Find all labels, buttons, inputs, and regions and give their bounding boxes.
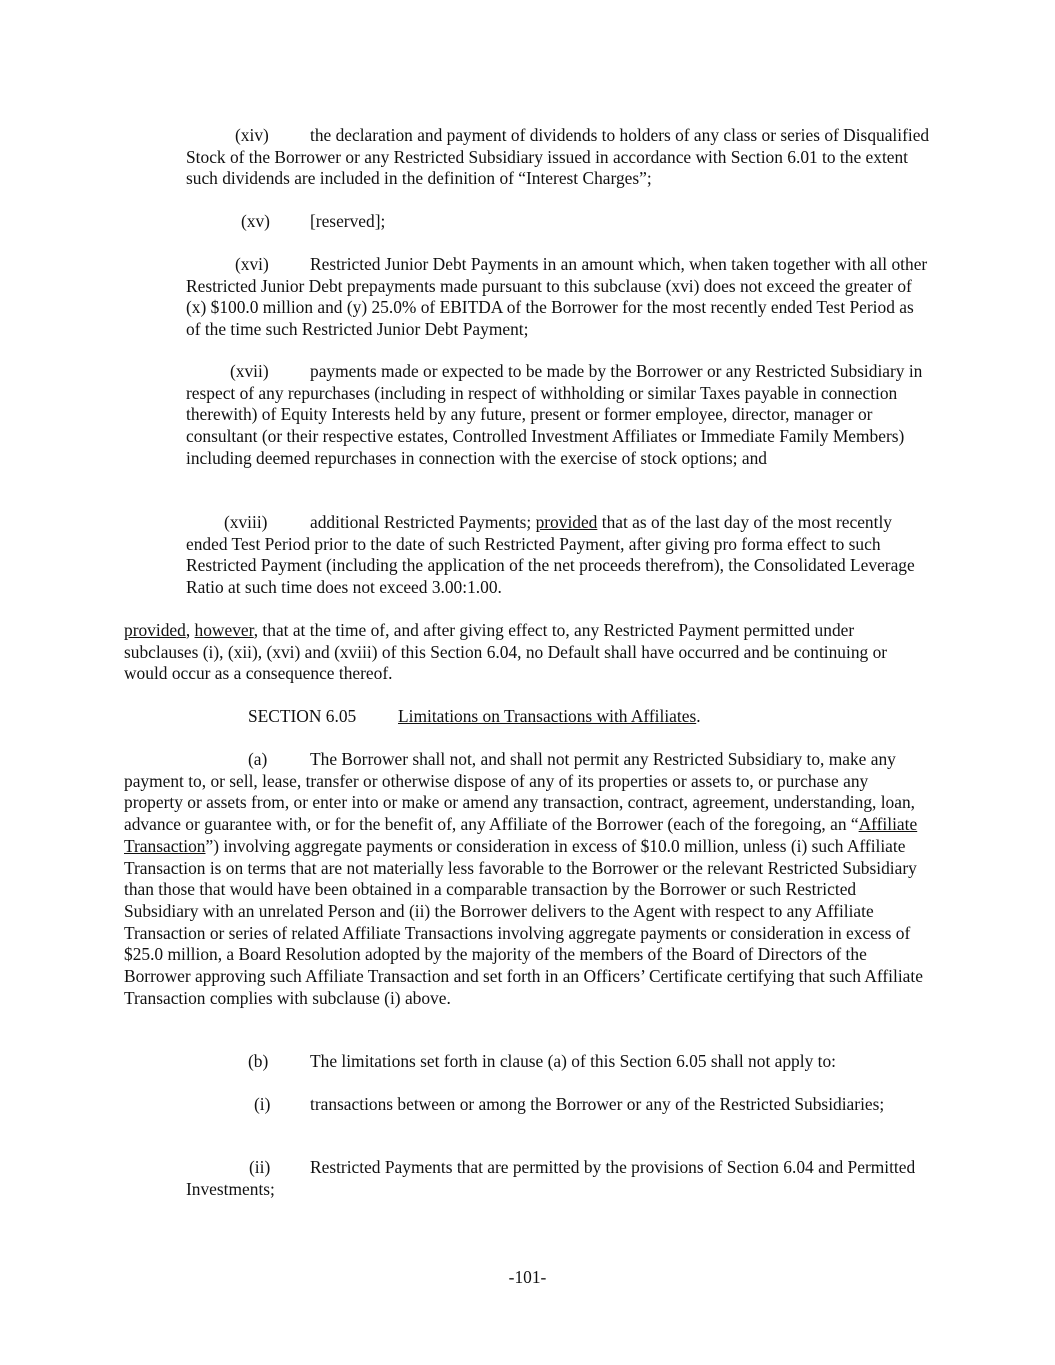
subclause-i [186,1094,931,1116]
clause-number: (xvii) [230,361,269,381]
proviso-paragraph [124,620,931,685]
paragraph-b [124,1051,931,1073]
defined-term-provided: provided [124,620,186,640]
clause-text-lead: additional Restricted Payments; [310,512,536,532]
paragraph-number: (a) [248,749,268,769]
paragraph-number: (b) [248,1051,269,1071]
clause-text: transactions between or among the Borrower or any of the Restricted Subsidiaries; [310,1094,885,1114]
section-heading [124,706,931,728]
page-number: -101- [508,1267,547,1287]
clause-text: Restricted Junior Debt Payments in an amount which, when taken together with all other Restricted Junior Debt prepayments made pursuant to this subclause (xvi) does not exceed the greater of (x) $100.0 million and (y) 25.0% of EBITDA of the Borrower for the most recently ended Test Period as of the time such Restricted Junior Debt Payment; [186,254,928,340]
defined-term-however: however [194,620,254,640]
paragraph-a [124,749,931,1009]
paragraph-text: ”) involving aggregate payments or consideration in excess of $10.0 million, unless (i) such Affiliate Transaction is on terms that are not materially less favorable to the Borrower or the relevant Restricted Subsidiary than those that would have been obtained in a comparable transaction by the Borrower or such Restricted Subsidiary with an unrelated Person and (ii) the Borrower delivers to the Agent with respect to any Affiliate Transaction or series of related Affiliate Transactions involving aggregate payments or consideration in excess of $25.0 million, a Board Resolution adopted by the majority of the members of the Board of Directors of the Borrower approving such Affiliate Transaction and set forth in an Officers’ Certificate certifying that such Affiliate Transaction complies with subclause (i) above. [124,835,923,1008]
clause-xviii [186,512,931,599]
proviso-separator: , [185,620,195,640]
clause-number: (ii) [249,1157,271,1177]
clause-text: [reserved]; [310,211,386,231]
proviso-text: , that at the time of, and after giving effect to, any Restricted Payment permitted under subclauses (i), (xii), (xvi) and (xviii) of this Section 6.04, no Default shall have occurred and be continuing or would occur as a consequence thereof. [124,620,888,684]
clause-number: (xvi) [235,254,269,274]
defined-term-affiliate-transaction: Affiliate Transaction [124,814,918,856]
clause-text: that as of the last day of the most recently ended Test Period prior to the date of such Restricted Payment, after giving pro forma effect to such Restricted Payment (including the application of the net proceeds therefrom), the Consolidated Leverage Ratio at such time does not exceed 3.00:1.00. [186,512,915,598]
clause-number: (i) [254,1094,271,1114]
clause-xv [186,211,931,233]
clause-number: (xviii) [224,512,268,532]
subclause-ii [186,1157,931,1200]
section-label: SECTION 6.05 [248,706,357,726]
clause-text: the declaration and payment of dividends to holders of any class or series of Disqualified Stock of the Borrower or any Restricted Subsidiary issued in accordance with Section 6.01 to the extent such dividends are included in the definition of “Interest Charges”; [186,125,930,189]
defined-term-provided: provided [535,512,598,532]
clause-xvii [186,361,931,470]
paragraph-text-lead: The Borrower shall not, and shall not permit any Restricted Subsidiary to, make any payment to, or sell, lease, transfer or otherwise dispose of any of its properties or assets to, or purchase any property or assets from, or enter into or make or amend any transaction, contract, agreement, understanding, loan, advance or guarantee with, or for the benefit of, any Affiliate of the Borrower (each of the foregoing, an “ [124,749,916,835]
section-title: Limitations on Transactions with Affiliates [398,706,697,726]
clause-xiv [186,125,931,190]
clause-number: (xiv) [235,125,269,145]
paragraph-text: The limitations set forth in clause (a) of this Section 6.05 shall not apply to: [310,1051,836,1071]
clause-text: payments made or expected to be made by the Borrower or any Restricted Subsidiary in respect of any repurchases (including in respect of withholding or similar Taxes payable in connection therewith) of Equity Interests held by any future, present or former employee, director, manager or consultant (or their respective estates, Controlled Investment Affiliates or Immediate Family Members) including deemed repurchases in connection with the exercise of stock options; and [186,361,923,468]
section-title-end: . [696,706,701,726]
clause-text: Restricted Payments that are permitted by the provisions of Section 6.04 and Permitted Investments; [186,1157,916,1199]
clause-xvi [186,254,931,341]
clause-number: (xv) [241,211,270,231]
